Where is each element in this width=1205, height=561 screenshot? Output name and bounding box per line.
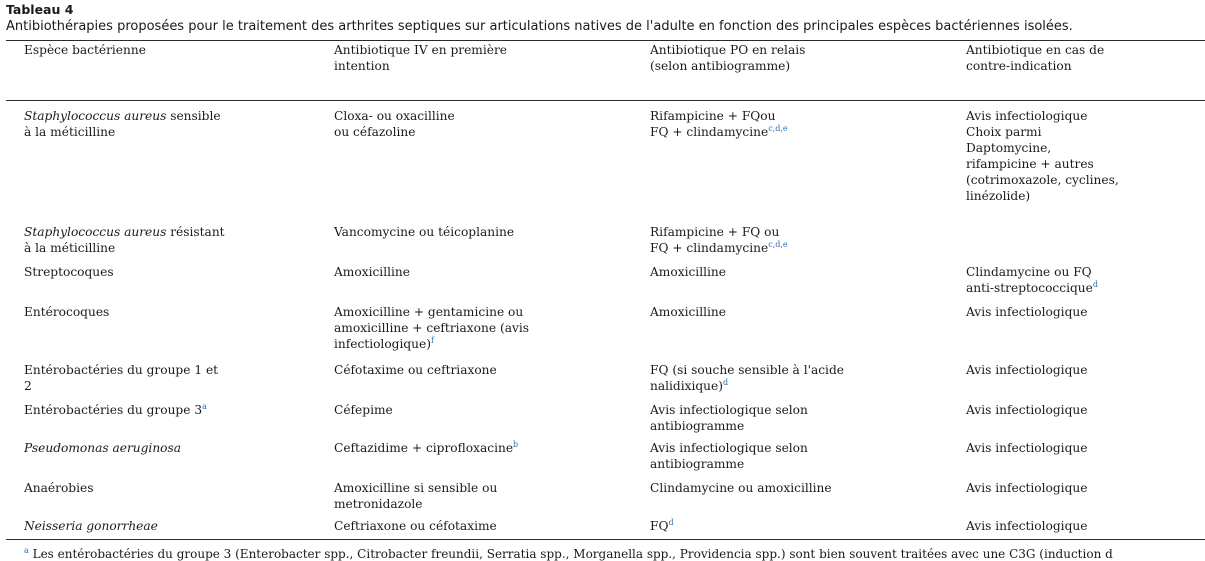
table-row-iv: Céfotaxime ou ceftriaxone	[334, 363, 497, 377]
table-row-species: Streptocoques	[24, 265, 114, 279]
table-row-iv: Ceftazidime + ciprofloxacine$^b$	[334, 440, 519, 455]
bottom-rule	[6, 539, 1205, 540]
table-title: Antibiothérapies proposées pour le traitement des arthrites septiques sur articulations natives de l'adulte en fonction des principales espèces bactériennes isolées.	[6, 19, 1073, 34]
table-row-po: Rifampicine + FQ ou FQ + clindamycine$^{c,d,e}$	[650, 225, 788, 255]
footnote: $^a$ Les entérobactéries du groupe 3 (Enterobacter spp., Citrobacter freundii, Serratia spp., Morganella spp., Providencia spp.) sont bien souvent traitées avec une C3G (induction d	[24, 546, 1113, 561]
table-row-species: Anaérobies	[24, 481, 94, 495]
table-row-species: Staphylococcus aureus sensible à la méticilline	[24, 109, 221, 139]
table-row-po: Avis infectiologique selon antibiogramme	[650, 403, 808, 433]
table-row-contraindication: Avis infectiologique	[966, 481, 1088, 495]
table-row-iv: Amoxicilline + gentamicine ou amoxicilline + ceftriaxone (avis infectiologique)$^f$	[334, 305, 530, 351]
table-row-po: FQ (si souche sensible à l'acide nalidixique)$^d$	[650, 363, 844, 393]
table-row-po: Amoxicilline	[650, 305, 726, 319]
table-row-iv: Cloxa- ou oxacilline ou céfazoline	[334, 109, 455, 139]
header-species: Espèce bactérienne	[24, 43, 146, 57]
table-row-contraindication: Avis infectiologique Choix parmi Daptomycine, rifampicine + autres (cotrimoxazole, cyclines, linézolide)	[966, 109, 1119, 203]
table-row-species: Entérobactéries du groupe 3$^a$	[24, 402, 207, 417]
table-row-iv: Céfepime	[334, 403, 393, 417]
header-iv: Antibiotique IV en première intention	[334, 43, 507, 73]
table-row-contraindication: Avis infectiologique	[966, 305, 1088, 319]
table-row-po: Clindamycine ou amoxicilline	[650, 481, 832, 495]
table-row-iv: Ceftriaxone ou céfotaxime	[334, 519, 497, 533]
table-row-iv: Amoxicilline	[334, 265, 410, 279]
table-caption	[6, 2, 1073, 35]
table-label: Tableau 4	[6, 2, 74, 17]
table-row-po: $FQ^d$	[650, 518, 674, 533]
table-row-po: Amoxicilline	[650, 265, 726, 279]
header-contraindication: Antibiotique en cas de contre-indication	[966, 43, 1105, 73]
table-row-species: Staphylococcus aureus résistant à la méticilline	[24, 225, 225, 255]
table-row-species: Neisseria gonorrheae	[24, 519, 158, 533]
header-po: Antibiotique PO en relais (selon antibiogramme)	[650, 43, 806, 73]
table-row-contraindication: Avis infectiologique	[966, 441, 1088, 455]
table-row-iv: Vancomycine ou téicoplanine	[334, 225, 515, 239]
table-row-contraindication: Avis infectiologique	[966, 363, 1088, 377]
table-row-species: Entérocoques	[24, 305, 110, 319]
table-row-po: Rifampicine + FQou FQ + clindamycine$^{c,d,e}$	[650, 109, 788, 139]
top-rule	[6, 40, 1205, 41]
table-row-species: Entérobactéries du groupe 1 et 2	[24, 363, 219, 393]
table-row-po: Avis infectiologique selon antibiogramme	[650, 441, 808, 471]
table-row-contraindication: Clindamycine ou FQ anti-streptococcique$^d$	[966, 265, 1098, 295]
table-row-species: Pseudomonas aeruginosa	[24, 441, 182, 455]
table-row-contraindication: Avis infectiologique	[966, 519, 1088, 533]
table-row-iv: Amoxicilline si sensible ou metronidazole	[334, 481, 498, 511]
table-row-contraindication: Avis infectiologique	[966, 403, 1088, 417]
header-rule	[6, 100, 1205, 101]
